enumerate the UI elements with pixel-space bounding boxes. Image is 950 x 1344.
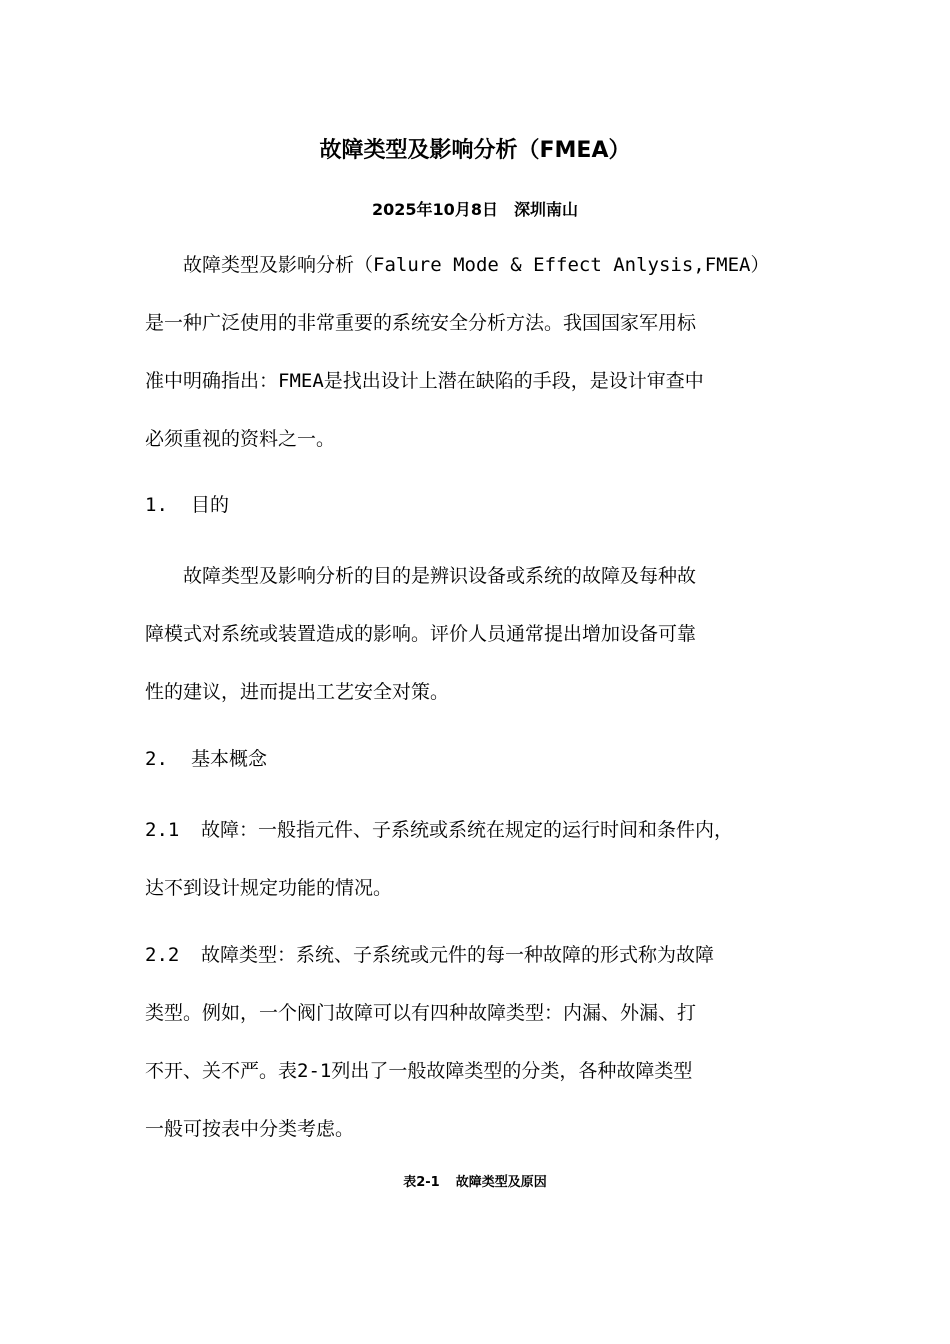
definition-paragraph xyxy=(145,801,815,917)
table-caption xyxy=(0,1173,950,1193)
definition-paragraph xyxy=(145,926,815,1158)
intro-paragraph xyxy=(145,236,815,468)
section-number: 2. xyxy=(145,748,168,770)
paragraph-line: 一般可按表中分类考虑。 xyxy=(145,1118,355,1140)
document-location: 深圳南山 xyxy=(513,200,578,219)
section-heading xyxy=(145,491,229,519)
paragraph-line: 性的建议，进而提出工艺安全对策。 xyxy=(145,681,450,703)
document-title: 故障类型及影响分析（FMEA） xyxy=(319,138,631,163)
paragraph-line: 不开、关不严。表2-1列出了一般故障类型的分类，各种故障类型 xyxy=(145,1060,693,1082)
definition-number: 2.1 xyxy=(145,819,180,841)
paragraph-line: 达不到设计规定功能的情况。 xyxy=(145,877,393,899)
paragraph-line: 类型。例如，一个阀门故障可以有四种故障类型：内漏、外漏、打 xyxy=(145,1002,697,1024)
paragraph-line: 故障类型及影响分析（Falure Mode & Effect Anlysis,FMEA） xyxy=(183,254,770,276)
paragraph-line: 准中明确指出：FMEA是找出设计上潜在缺陷的手段，是设计审查中 xyxy=(145,370,704,392)
paragraph-line: 必须重视的资料之一。 xyxy=(145,428,336,450)
paragraph-line: 2.1 故障：一般指元件、子系统或系统在规定的运行时间和条件内， xyxy=(145,801,815,859)
paragraph-line: 2.2 故障类型：系统、子系统或元件的每一种故障的形式称为故障 xyxy=(145,926,815,984)
section-title: 基本概念 xyxy=(191,748,268,770)
section-heading xyxy=(145,745,267,773)
section-number: 1. xyxy=(145,494,168,516)
section-title: 目的 xyxy=(191,494,230,516)
paragraph-line: 是一种广泛使用的非常重要的系统安全分析方法。我国国家军用标 xyxy=(145,312,697,334)
paragraph-line: 故障类型及影响分析的目的是辨识设备或系统的故障及每种故 xyxy=(183,565,697,587)
table-caption-text: 故障类型及原因 xyxy=(455,1175,547,1190)
document-dateline xyxy=(0,198,950,222)
table-caption-label: 表2-1 xyxy=(403,1175,440,1190)
definition-number: 2.2 xyxy=(145,944,180,966)
purpose-paragraph xyxy=(145,547,815,721)
paragraph-line: 障模式对系统或装置造成的影响。评价人员通常提出增加设备可靠 xyxy=(145,623,697,645)
document-date: 2025年10月8日 xyxy=(372,200,498,219)
